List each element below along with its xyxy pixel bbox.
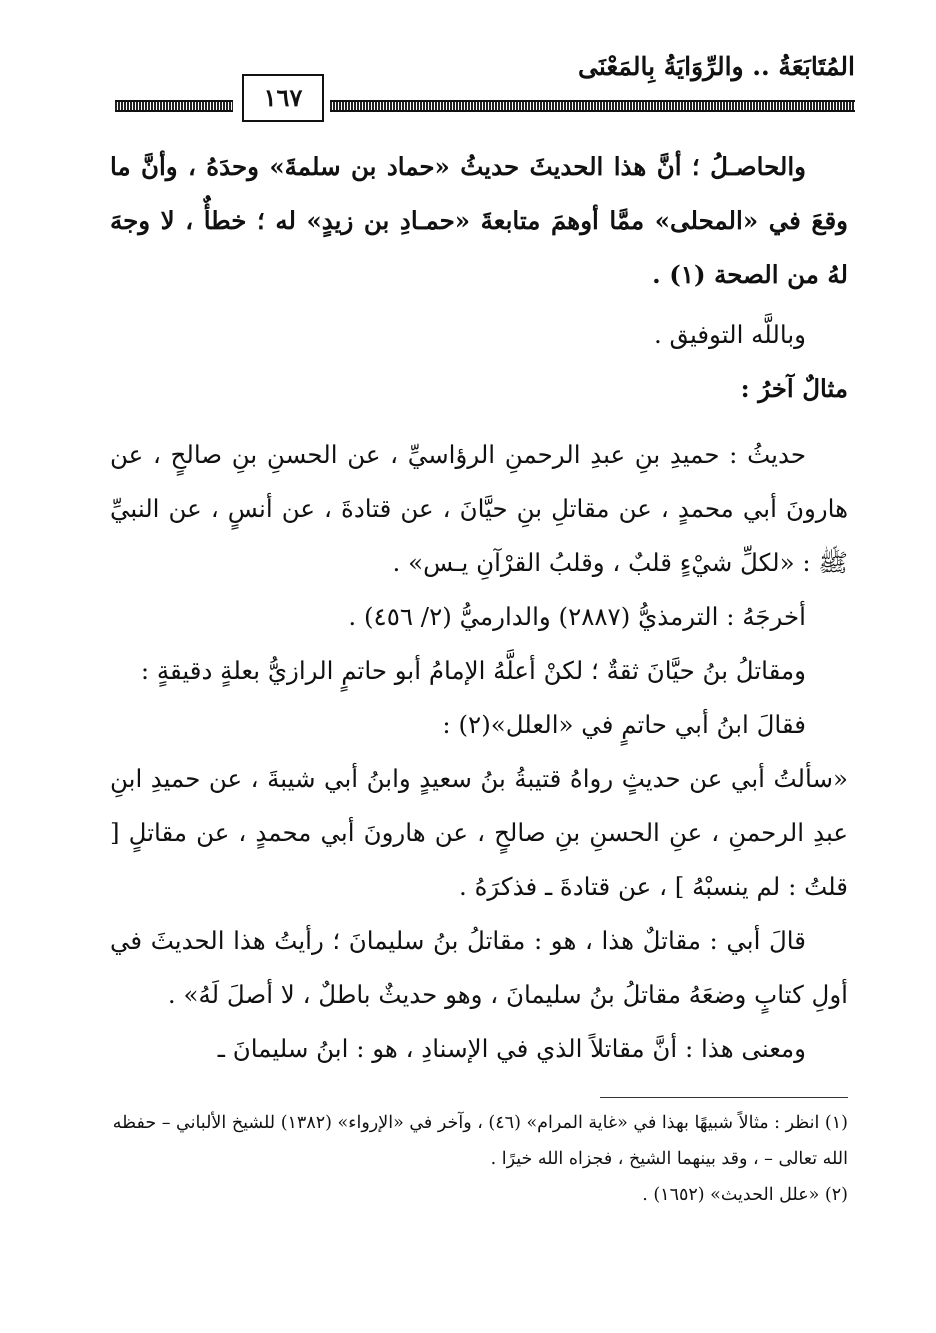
- footnote-1: (١) انظر : مثالاً شبيهًا بهذا في «غاية المرام» (٤٦) ، وآخر في «الإرواء» (١٣٨٢) للشيخ الألباني – حفظه الله تعالى – ، وقد بينهما الشيخ ، فجزاه الله خيرًا .: [112, 1113, 848, 1169]
- paragraph-quote: «سألتُ أبي عن حديثٍ رواهُ قتيبةُ بنُ سعيدٍ وابنُ أبي شيبةَ ، عن حميدِ ابنِ عبدِ الرحمنِ ، عنِ الحسنِ بنِ صالحٍ ، عن هارونَ أبي محمدٍ ، عن مقاتلٍ [ قلتُ : لم ينسبْهُ ] ، عن قتادةَ ـ فذكرَهُ .: [110, 764, 848, 901]
- paragraph-hadith: حديثُ : حميدِ بنِ عبدِ الرحمنِ الرؤاسيِّ ، عن الحسنِ بنِ صالحٍ ، عن هارونَ أبي محمدٍ ، عن مقاتلِ بنِ حيَّانَ ، عن قتادةَ ، عن أنسٍ ، عن النبيِّ ﷺ : «لكلِّ شيْءٍ قلبٌ ، وقلبُ القرْآنِ يـس» .: [110, 440, 848, 577]
- page-header: [110, 52, 855, 122]
- footnote-divider: [600, 1097, 848, 1098]
- footnote-2: (٢) «علل الحديث» (١٦٥٢) .: [642, 1185, 848, 1205]
- main-text: [110, 140, 848, 1076]
- paragraph-abu-hatim: قالَ أبي : مقاتلٌ هذا ، هو : مقاتلُ بنُ سليمانَ ؛ رأيتُ هذا الحديثَ في أولِ كتابٍ وضعَهُ مقاتلُ بنُ سليمانَ ، وهو حديثٌ باطلٌ ، لا أصلَ لَهُ» .: [110, 926, 848, 1009]
- paragraph-illa: ومقاتلُ بنُ حيَّانَ ثقةٌ ؛ لكنْ أعلَّهُ الإمامُ أبو حاتمٍ الرازيُّ بعلةٍ دقيقةٍ :: [140, 656, 806, 685]
- header-rule-right: [330, 100, 855, 112]
- paragraph-closing: وباللَّه التوفيق .: [653, 320, 806, 349]
- paragraph-ibn-abi-hatim: فقالَ ابنُ أبي حاتمٍ في «العلل»(٢) :: [442, 710, 806, 739]
- page-number: ١٦٧: [242, 74, 324, 122]
- section-heading: مثالٌ آخرُ :: [740, 374, 848, 403]
- header-rule-left: [115, 100, 233, 112]
- running-title: المُتَابَعَةُ .. والرِّوَايَةُ بِالمَعْنَى: [577, 52, 855, 81]
- paragraph-meaning: ومعنى هذا : أنَّ مقاتلاً الذي في الإسنادِ ، هو : ابنُ سليمانَ ـ: [217, 1034, 806, 1063]
- paragraph-conclusion: والحاصـلُ ؛ أنَّ هذا الحديثَ حديثُ «حماد بن سلمةَ» وحدَهُ ، وأنَّ ما وقعَ في «المحلى» ممَّا أوهمَ متابعةَ «حمـادِ بن زيدٍ» له ؛ خطأٌ ، لا وجهَ لهُ من الصحة (١) .: [110, 152, 848, 289]
- paragraph-takhrij: أخرجَهُ : الترمذيُّ (٢٨٨٧) والدارميُّ (٢/ ٤٥٦) .: [348, 602, 806, 631]
- footnotes: [110, 1105, 848, 1213]
